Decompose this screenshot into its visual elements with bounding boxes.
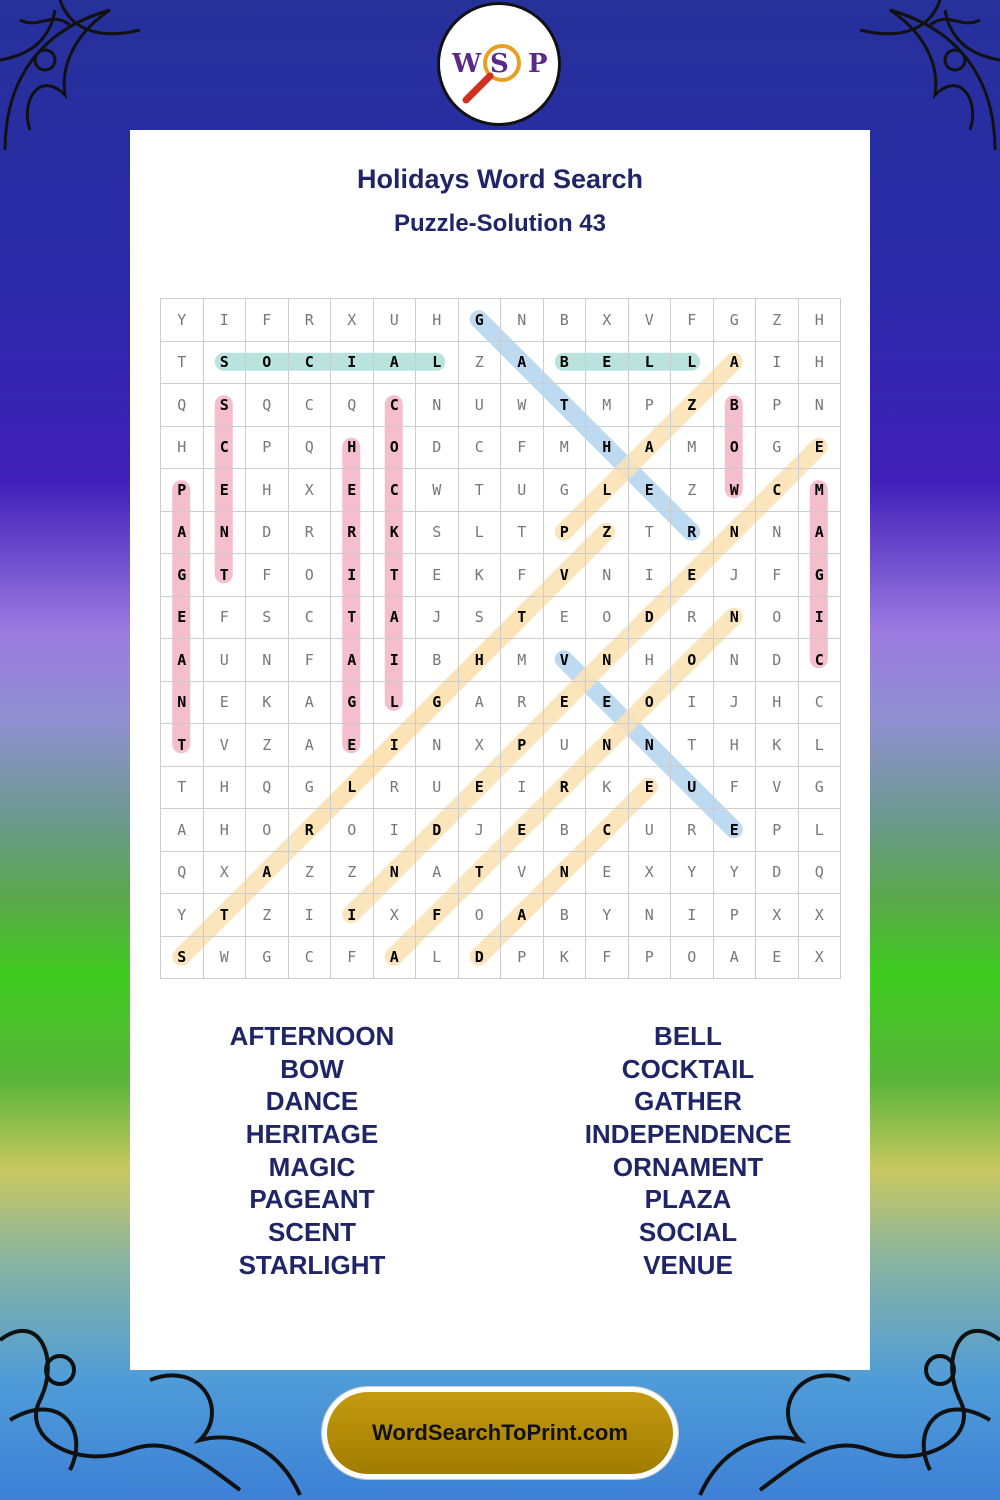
grid-cell: O (331, 809, 374, 852)
grid-cell: I (204, 299, 247, 342)
grid-cell: Z (459, 342, 502, 385)
grid-cell: G (714, 299, 757, 342)
grid-cell: V (756, 767, 799, 810)
grid-cell: G (799, 767, 842, 810)
grid-cell: X (289, 469, 332, 512)
grid-cell: E (544, 597, 587, 640)
grid-cell: L (416, 937, 459, 980)
grid-cell: M (799, 469, 842, 512)
grid-cell: S (246, 597, 289, 640)
word-list-right (568, 1020, 808, 1282)
grid-cell: D (756, 852, 799, 895)
grid-cell: L (799, 809, 842, 852)
grid-cell: P (501, 937, 544, 980)
grid-cell: F (204, 597, 247, 640)
grid-cell: H (459, 639, 502, 682)
grid-cell: H (799, 299, 842, 342)
grid-cell: K (586, 767, 629, 810)
grid-cell: C (204, 427, 247, 470)
grid-cell: L (629, 342, 672, 385)
grid-cell: S (204, 384, 247, 427)
grid-cell: Y (671, 852, 714, 895)
grid-cell: N (161, 682, 204, 725)
grid-cell: G (246, 937, 289, 980)
grid-cell: C (586, 809, 629, 852)
logo-letter: S (490, 49, 509, 79)
grid-cell: O (374, 427, 417, 470)
grid-cell: C (374, 384, 417, 427)
grid-cell: N (799, 384, 842, 427)
grid-cell: I (289, 894, 332, 937)
grid-cell: P (756, 809, 799, 852)
grid-cell: E (714, 809, 757, 852)
grid-cell: V (544, 639, 587, 682)
grid-cell: E (586, 852, 629, 895)
grid-cell: H (714, 724, 757, 767)
grid-cell: F (501, 554, 544, 597)
grid-cell: E (544, 682, 587, 725)
grid-cell: B (544, 342, 587, 385)
grid-cell: Z (331, 852, 374, 895)
grid-cell: A (374, 597, 417, 640)
grid-cell: V (501, 852, 544, 895)
word-list-item: PAGEANT (249, 1184, 375, 1215)
grid-cell: U (671, 767, 714, 810)
grid-cell: E (459, 767, 502, 810)
word-list-item: SCENT (267, 1217, 357, 1248)
grid-cell: X (799, 937, 842, 980)
grid-cell: Q (161, 852, 204, 895)
grid-cell: T (161, 724, 204, 767)
grid-cell: J (416, 597, 459, 640)
grid-cell: Y (586, 894, 629, 937)
grid-cell: L (799, 724, 842, 767)
grid-cell: T (161, 767, 204, 810)
grid-cell: A (289, 682, 332, 725)
grid-cell: H (246, 469, 289, 512)
grid-cell: P (756, 384, 799, 427)
grid-cell: M (671, 427, 714, 470)
logo-letter: P (528, 49, 548, 79)
grid-cell: T (459, 852, 502, 895)
letter-grid (160, 298, 841, 979)
word-list-item: COCKTAIL (621, 1053, 755, 1084)
grid-cell: L (374, 682, 417, 725)
grid-cell: N (714, 512, 757, 555)
grid-cell: R (289, 809, 332, 852)
grid-cell: E (204, 682, 247, 725)
grid-cell: T (204, 894, 247, 937)
grid-cell: E (416, 554, 459, 597)
grid-cell: E (586, 342, 629, 385)
grid-cell: F (671, 299, 714, 342)
grid-cell: S (161, 937, 204, 980)
grid-cell: E (204, 469, 247, 512)
grid-cell: Y (161, 299, 204, 342)
grid-cell: R (501, 682, 544, 725)
grid-cell: A (246, 852, 289, 895)
grid-cell: Z (756, 299, 799, 342)
grid-cell: H (586, 427, 629, 470)
word-list-item: DANCE (265, 1086, 359, 1117)
grid-cell: V (629, 299, 672, 342)
page-subtitle: Puzzle-Solution 43 (393, 210, 606, 237)
grid-cell: A (629, 427, 672, 470)
word-list-item: BELL (654, 1021, 722, 1051)
grid-cell: E (629, 469, 672, 512)
grid-cell: L (586, 469, 629, 512)
grid-cell: I (629, 554, 672, 597)
grid-cell: N (714, 597, 757, 640)
grid-cell: K (544, 937, 587, 980)
site-logo[interactable] (437, 2, 561, 126)
grid-cell: D (416, 427, 459, 470)
grid-cell: I (501, 767, 544, 810)
grid-cell: B (416, 639, 459, 682)
grid-cell: D (629, 597, 672, 640)
grid-cell: U (204, 639, 247, 682)
grid-cell: N (714, 639, 757, 682)
grid-cell: B (544, 299, 587, 342)
word-list-item: PLAZA (644, 1184, 732, 1215)
grid-cell: G (289, 767, 332, 810)
grid-cell: S (416, 512, 459, 555)
grid-cell: U (416, 767, 459, 810)
grid-cell: I (374, 724, 417, 767)
grid-cell: F (714, 767, 757, 810)
grid-cell: T (204, 554, 247, 597)
grid-cell: O (289, 554, 332, 597)
grid-cell: H (331, 427, 374, 470)
grid-cell: C (289, 937, 332, 980)
grid-cell: P (629, 937, 672, 980)
grid-cell: C (374, 469, 417, 512)
grid-cell: E (799, 427, 842, 470)
grid-cell: D (459, 937, 502, 980)
grid-cell: O (586, 597, 629, 640)
word-list-item: ORNAMENT (612, 1151, 764, 1182)
word-list-item: GATHER (634, 1086, 742, 1117)
grid-cell: B (544, 809, 587, 852)
grid-cell: F (586, 937, 629, 980)
grid-cell: P (629, 384, 672, 427)
grid-cell: N (629, 894, 672, 937)
grid-cell: B (544, 894, 587, 937)
grid-cell: O (714, 427, 757, 470)
grid-cell: I (331, 554, 374, 597)
grid-cell: E (331, 724, 374, 767)
grid-cell: N (586, 639, 629, 682)
grid-cell: N (416, 724, 459, 767)
grid-cell: D (756, 639, 799, 682)
grid-cell: Z (671, 384, 714, 427)
grid-cell: F (416, 894, 459, 937)
word-list-item: SOCIAL (638, 1217, 738, 1248)
grid-cell: C (756, 469, 799, 512)
grid-cell: C (459, 427, 502, 470)
grid-cell: Q (331, 384, 374, 427)
grid-cell: B (714, 384, 757, 427)
grid-cell: T (544, 384, 587, 427)
grid-cell: A (714, 342, 757, 385)
grid-cell: I (374, 639, 417, 682)
grid-cell: Z (289, 852, 332, 895)
grid-cell: I (756, 342, 799, 385)
grid-cell: H (629, 639, 672, 682)
grid-cell: D (416, 809, 459, 852)
word-list-item: HERITAGE (245, 1119, 379, 1150)
grid-cell: R (544, 767, 587, 810)
grid-cell: J (459, 809, 502, 852)
grid-cell: Y (714, 852, 757, 895)
grid-cell: I (374, 809, 417, 852)
grid-cell: Z (246, 894, 289, 937)
grid-cell: P (544, 512, 587, 555)
grid-cell: N (204, 512, 247, 555)
grid-cell: A (501, 342, 544, 385)
grid-cell: A (416, 852, 459, 895)
grid-cell: R (671, 512, 714, 555)
grid-cell: K (756, 724, 799, 767)
grid-cell: D (246, 512, 289, 555)
grid-cell: O (629, 682, 672, 725)
grid-cell: R (671, 597, 714, 640)
grid-cell: X (331, 299, 374, 342)
grid-cell: Z (671, 469, 714, 512)
word-list-item: BOW (280, 1053, 344, 1084)
grid-cell: H (161, 427, 204, 470)
logo-letter: W (452, 49, 482, 79)
grid-cell: X (374, 894, 417, 937)
grid-cell: U (459, 384, 502, 427)
magnifier-icon (440, 5, 564, 129)
grid-cell: S (459, 597, 502, 640)
grid-cell: P (161, 469, 204, 512)
grid-cell: H (204, 809, 247, 852)
grid-cell: K (246, 682, 289, 725)
grid-cell: H (416, 299, 459, 342)
grid-cell: E (161, 597, 204, 640)
grid-cell: G (544, 469, 587, 512)
grid-cell: G (416, 682, 459, 725)
grid-cell: I (331, 894, 374, 937)
grid-cell: E (629, 767, 672, 810)
grid-cell: M (501, 639, 544, 682)
grid-cell: R (289, 512, 332, 555)
grid-cell: G (459, 299, 502, 342)
grid-cell: T (161, 342, 204, 385)
grid-cell: P (501, 724, 544, 767)
grid-cell: G (331, 682, 374, 725)
website-banner[interactable]: WordSearchToPrint.com (322, 1387, 678, 1479)
grid-cell: R (331, 512, 374, 555)
grid-cell: K (374, 512, 417, 555)
grid-cell: A (799, 512, 842, 555)
grid-cell: L (416, 342, 459, 385)
grid-cell: T (331, 597, 374, 640)
word-list-item: AFTERNOON (229, 1021, 395, 1051)
grid-cell: N (586, 554, 629, 597)
grid-cell: Z (246, 724, 289, 767)
grid-cell: G (161, 554, 204, 597)
grid-cell: C (799, 639, 842, 682)
grid-cell: H (204, 767, 247, 810)
word-list-item: VENUE (643, 1249, 733, 1280)
grid-cell: A (161, 809, 204, 852)
grid-cell: T (671, 724, 714, 767)
grid-cell: H (756, 682, 799, 725)
grid-cell: V (204, 724, 247, 767)
corner-ornament (0, 0, 150, 150)
grid-cell: L (459, 512, 502, 555)
word-list-item: MAGIC (268, 1151, 356, 1182)
page-title: Holidays Word Search (356, 164, 644, 194)
grid-cell: Q (161, 384, 204, 427)
grid-cell: A (331, 639, 374, 682)
grid-cell: Q (246, 767, 289, 810)
grid-cell: N (501, 299, 544, 342)
grid-cell: W (714, 469, 757, 512)
word-search-grid (160, 298, 840, 978)
grid-cell: O (671, 639, 714, 682)
grid-cell: O (246, 809, 289, 852)
grid-cell: F (756, 554, 799, 597)
grid-cell: N (246, 639, 289, 682)
grid-cell: A (289, 724, 332, 767)
grid-cell: N (544, 852, 587, 895)
grid-cell: A (374, 937, 417, 980)
grid-cell: N (586, 724, 629, 767)
grid-cell: E (501, 809, 544, 852)
grid-cell: F (331, 937, 374, 980)
grid-cell: O (246, 342, 289, 385)
grid-cell: R (289, 299, 332, 342)
grid-cell: Q (799, 852, 842, 895)
grid-cell: Z (586, 512, 629, 555)
corner-ornament (850, 0, 1000, 150)
grid-cell: I (331, 342, 374, 385)
grid-cell: G (799, 554, 842, 597)
grid-cell: O (671, 937, 714, 980)
grid-cell: V (544, 554, 587, 597)
grid-cell: F (501, 427, 544, 470)
grid-cell: C (799, 682, 842, 725)
grid-cell: N (416, 384, 459, 427)
grid-cell: U (501, 469, 544, 512)
grid-cell: Q (246, 384, 289, 427)
grid-cell: P (714, 894, 757, 937)
grid-cell: W (204, 937, 247, 980)
grid-cell: N (756, 512, 799, 555)
grid-cell: C (289, 342, 332, 385)
grid-cell: E (756, 937, 799, 980)
grid-cell: T (501, 512, 544, 555)
grid-cell: K (459, 554, 502, 597)
grid-cell: R (671, 809, 714, 852)
grid-cell: U (374, 299, 417, 342)
grid-cell: X (586, 299, 629, 342)
grid-cell: J (714, 682, 757, 725)
grid-cell: A (161, 512, 204, 555)
puzzle-card (130, 130, 870, 1370)
grid-cell: O (459, 894, 502, 937)
grid-cell: I (671, 682, 714, 725)
grid-cell: T (501, 597, 544, 640)
grid-cell: X (799, 894, 842, 937)
grid-cell: T (459, 469, 502, 512)
grid-cell: O (756, 597, 799, 640)
grid-cell: X (629, 852, 672, 895)
grid-cell: Y (161, 894, 204, 937)
grid-cell: U (544, 724, 587, 767)
grid-cell: R (374, 767, 417, 810)
grid-cell: A (374, 342, 417, 385)
word-list-left (212, 1020, 412, 1282)
grid-cell: F (246, 554, 289, 597)
grid-cell: X (756, 894, 799, 937)
grid-cell: I (671, 894, 714, 937)
grid-cell: F (246, 299, 289, 342)
grid-cell: M (544, 427, 587, 470)
grid-cell: A (459, 682, 502, 725)
grid-cell: U (629, 809, 672, 852)
grid-cell: C (289, 597, 332, 640)
grid-cell: J (714, 554, 757, 597)
word-list-item: INDEPENDENCE (584, 1119, 792, 1150)
grid-cell: S (204, 342, 247, 385)
grid-cell: T (374, 554, 417, 597)
grid-cell: M (586, 384, 629, 427)
grid-cell: E (586, 682, 629, 725)
grid-cell: W (416, 469, 459, 512)
grid-cell: T (629, 512, 672, 555)
grid-cell: L (671, 342, 714, 385)
grid-cell: F (289, 639, 332, 682)
grid-cell: C (289, 384, 332, 427)
grid-cell: W (501, 384, 544, 427)
grid-cell: A (161, 639, 204, 682)
grid-cell: X (459, 724, 502, 767)
grid-cell: N (629, 724, 672, 767)
grid-cell: X (204, 852, 247, 895)
word-list-item: STARLIGHT (238, 1249, 386, 1280)
grid-cell: Q (289, 427, 332, 470)
grid-cell: E (671, 554, 714, 597)
grid-cell: E (331, 469, 374, 512)
grid-cell: A (501, 894, 544, 937)
grid-cell: H (799, 342, 842, 385)
grid-cell: L (331, 767, 374, 810)
grid-cell: N (374, 852, 417, 895)
grid-cell: I (799, 597, 842, 640)
grid-cell: G (756, 427, 799, 470)
grid-cell: P (246, 427, 289, 470)
grid-cell: A (714, 937, 757, 980)
